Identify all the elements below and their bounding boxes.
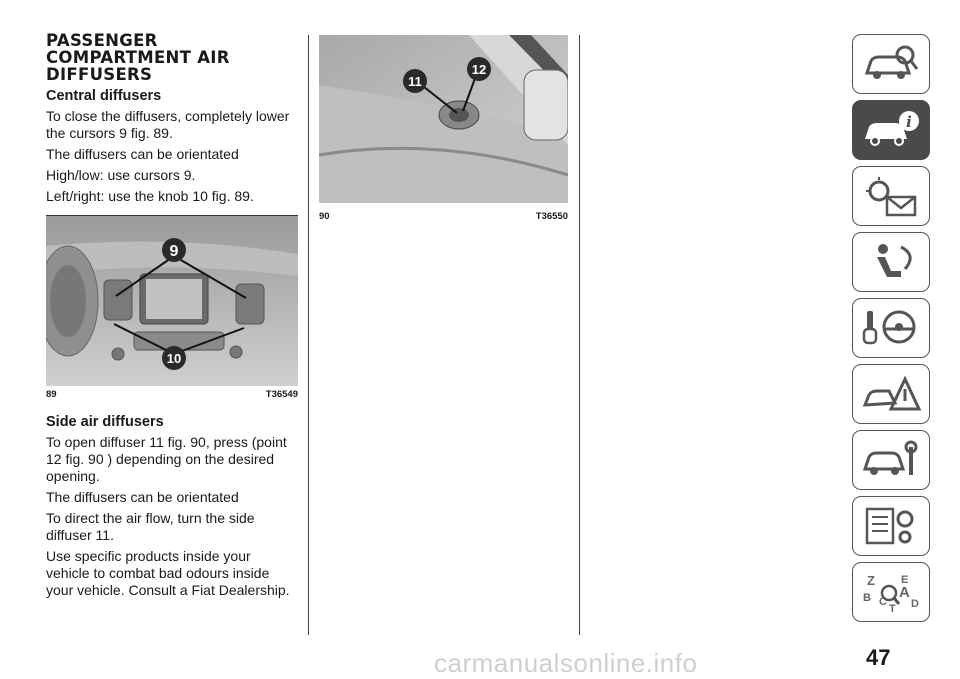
paragraph: To open diffuser 11 fig. 90, press (point 12 fig. 90 ) depending on the desired opening. [46, 434, 287, 484]
tab-safety[interactable] [852, 232, 930, 292]
watermark: carmanualsonline.info [434, 648, 698, 678]
car-info-icon [861, 109, 921, 151]
paragraph: The diffusers can be orientated [46, 489, 239, 505]
figure-number: 90 [319, 211, 330, 222]
tab-getting-to-know-vehicle[interactable] [852, 100, 930, 160]
figure-89 [46, 215, 298, 400]
svg-text:i: i [906, 113, 912, 131]
middle-column [319, 35, 568, 222]
alphabetical-index-icon [861, 571, 921, 613]
tab-technical-data[interactable] [852, 496, 930, 556]
figure-number: 89 [46, 389, 57, 400]
figure-caption [319, 211, 568, 222]
svg-text:A: A [899, 584, 910, 601]
side-vent-illustration [319, 35, 568, 203]
tab-in-an-emergency[interactable] [852, 364, 930, 424]
tab-knowing-your-vehicle[interactable] [852, 34, 930, 94]
svg-text:9: 9 [169, 243, 179, 260]
column-divider [308, 35, 309, 635]
warning-light-envelope-icon [861, 175, 921, 217]
svg-text:E: E [901, 574, 909, 586]
figure-90 [319, 35, 568, 222]
figure-caption [46, 389, 298, 400]
tab-starting-driving[interactable] [852, 298, 930, 358]
side-diffusers-heading: Side air diffusers [46, 414, 164, 430]
figure-code: T36549 [265, 389, 298, 400]
left-column [46, 32, 298, 603]
paragraph: Left/right: use the knob 10 fig. 89. [46, 188, 254, 204]
dashboard-vents-illustration [46, 216, 298, 386]
paragraph: The diffusers can be orientated [46, 146, 239, 162]
paragraph: Use specific products inside your vehicle to combat bad odours inside your vehicle. Consult a Fiat Dealership. [46, 548, 290, 598]
key-steering-wheel-icon [861, 307, 921, 349]
chapter-tabs [852, 34, 932, 628]
column-divider [579, 35, 580, 635]
paragraph: To direct the air flow, turn the side diffuser 11. [46, 510, 255, 543]
paragraph: High/low: use cursors 9. [46, 167, 196, 183]
central-diffusers-heading: Central diffusers [46, 88, 162, 104]
svg-text:11: 11 [408, 74, 422, 89]
tab-warning-lights[interactable] [852, 166, 930, 226]
page-number: 47 [866, 645, 891, 670]
svg-text:C: C [879, 596, 887, 608]
paragraph: To close the diffusers, completely lower the cursors 9 fig. 89. [46, 108, 290, 141]
car-search-icon [861, 43, 921, 85]
svg-text:Z: Z [867, 573, 875, 588]
svg-text:T: T [889, 603, 896, 613]
car-wrench-icon [861, 439, 921, 481]
svg-text:10: 10 [166, 351, 182, 366]
svg-text:B: B [863, 592, 871, 604]
figure-code: T36550 [535, 211, 568, 222]
page-title: PASSENGER COMPARTMENT AIR DIFFUSERS [46, 31, 230, 84]
tab-index[interactable] [852, 562, 930, 622]
tab-servicing-care[interactable] [852, 430, 930, 490]
svg-text:12: 12 [471, 62, 487, 77]
svg-text:D: D [911, 598, 919, 610]
data-list-gear-icon [861, 505, 921, 547]
airbag-passenger-icon [861, 241, 921, 283]
car-accident-triangle-icon [861, 373, 921, 415]
